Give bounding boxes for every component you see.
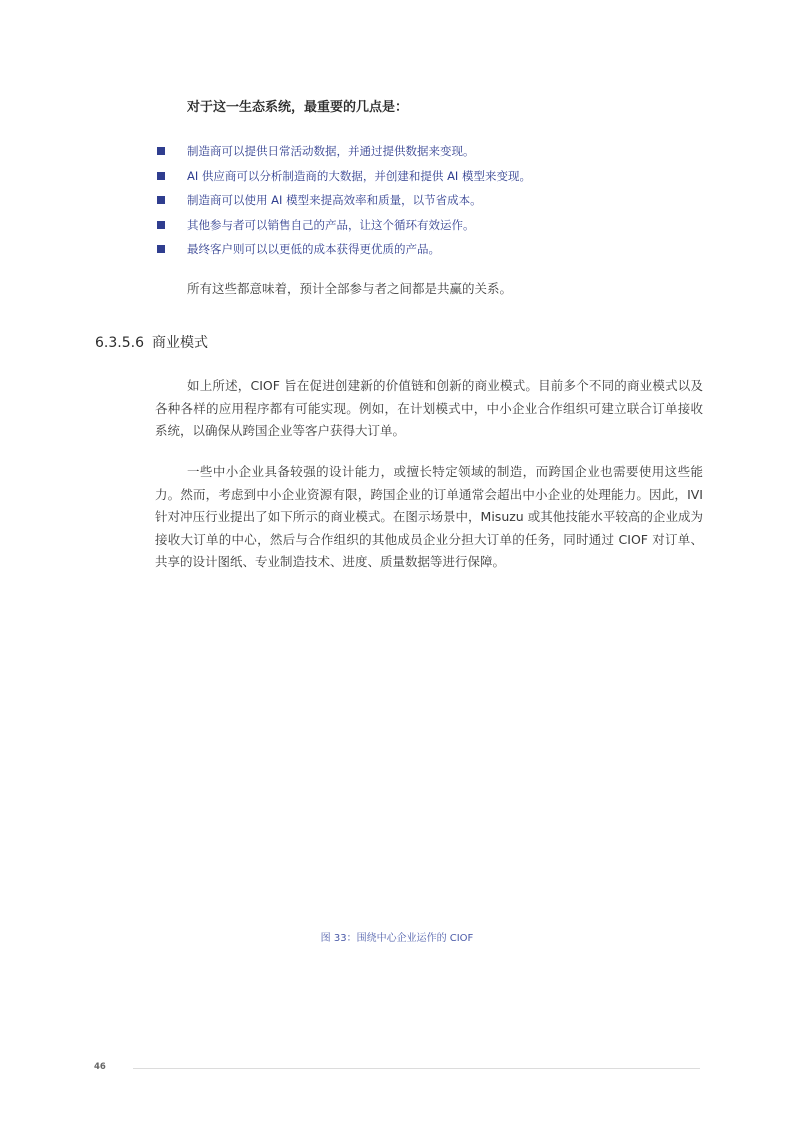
list-item (157, 237, 531, 262)
square-bullet-icon (157, 172, 165, 180)
list-item-text: AI 供应商可以分析制造商的大数据，并创建和提供 AI 模型来变现。 (187, 168, 531, 183)
list-item (157, 139, 531, 164)
page-number: 46 (94, 1062, 106, 1072)
square-bullet-icon (157, 147, 165, 155)
bullet-list (157, 139, 531, 262)
square-bullet-icon (157, 221, 165, 229)
list-item (157, 213, 531, 238)
intro-heading: 对于这一生态系统，最重要的几点是： (187, 100, 409, 115)
list-item-text: 制造商可以使用 AI 模型来提高效率和质量，以节省成本。 (187, 193, 482, 208)
section-heading (95, 332, 208, 352)
figure-caption: 图 33：围绕中心企业运作的 CIOF (320, 933, 474, 944)
section-number: 6.3.5.6 (95, 335, 144, 351)
section-title: 商业模式 (151, 335, 208, 351)
square-bullet-icon (157, 196, 165, 204)
body-paragraph: 如上所述，CIOF 旨在促进创建新的价值链和创新的商业模式。目前多个不同的商业模式以及各种各样的应用程序都有可能实现。例如，在计划模式中，中小企业合作组织可建立联合订单接收系统，以确保从跨国企业等客户获得大订单。 (155, 378, 703, 438)
list-item (157, 164, 531, 189)
footer-divider (133, 1068, 700, 1069)
body-paragraph: 一些中小企业具备较强的设计能力，或擅长特定领域的制造，而跨国企业也需要使用这些能力。然而，考虑到中小企业资源有限，跨国企业的订单通常会超出中小企业的处理能力。因此，IVI 针对冲压行业提出了如下所示的商业模式。在图示场景中，Misuzu 或其他技能水平较高的企业成为接收大订单的中心，然后与合作组织的其他成员企业分担大订单的任务，同时通过 CIOF 对订单、共享的设计图纸、专业制造技术、进度、质量数据等进行保障。 (155, 464, 703, 569)
list-item-text: 最终客户则可以以更低的成本获得更优质的产品。 (187, 242, 440, 257)
square-bullet-icon (157, 245, 165, 253)
list-item (157, 188, 531, 213)
list-item-text: 其他参与者可以销售自己的产品，让这个循环有效运作。 (187, 217, 475, 232)
list-item-text: 制造商可以提供日常活动数据，并通过提供数据来变现。 (187, 144, 475, 159)
summary-paragraph: 所有这些都意味着，预计全部参与者之间都是共赢的关系。 (187, 281, 513, 296)
